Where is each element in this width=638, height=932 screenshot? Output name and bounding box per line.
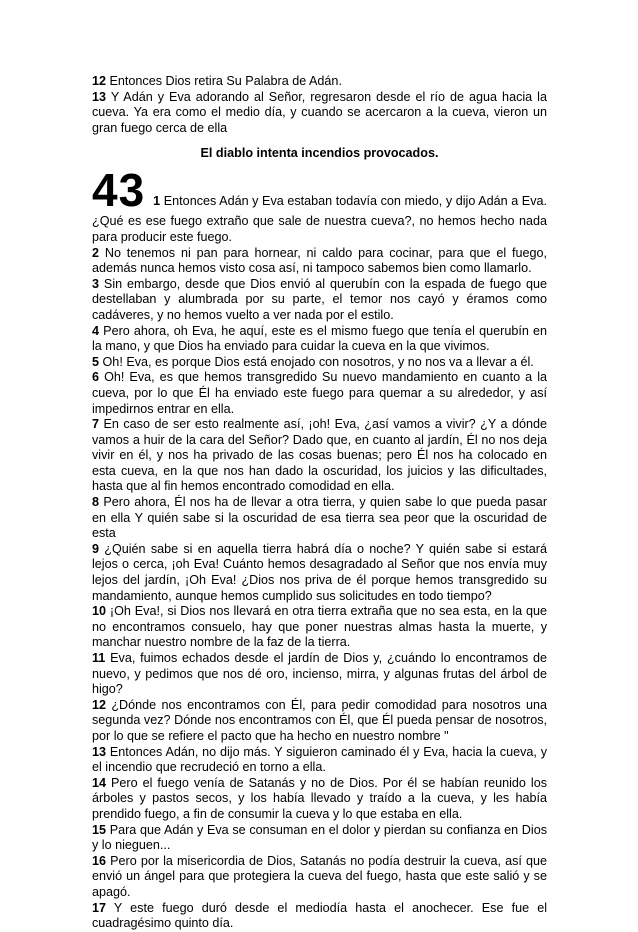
verse [92, 651, 547, 698]
verse-text: ¿Dónde nos encontramos con Él, para pedir comodidad para nosotros una segunda vez? Dónde nos encontramos con Él, que Él pueda pensar de nosotros, por lo que se refiere el pacto que ha hecho en nuestro nombre " [92, 697, 547, 743]
chapter-heading [92, 164, 548, 217]
verse-number: 15 [92, 822, 107, 837]
verse [92, 370, 547, 417]
verse-number: 12 [92, 74, 107, 88]
section-title: El diablo intenta incendios provocados. [200, 146, 439, 161]
verse [92, 823, 547, 854]
verse-text: Entonces Dios retira Su Palabra de Adán. [109, 74, 342, 88]
verse-text: ¿Quién sabe si en aquella tierra habrá día o noche? Y quién sabe si estará lejos o cerca, ¡oh Eva! Cuánto hemos desagradado al Señor que nos envía muy lejos del jardín, ¡Oh Eva! ¿Dios nos priva de él porque hemos transgredido su mandamiento, aunque hemos cumplido sus solicitudes en todo tiempo? [92, 541, 547, 603]
verse-text: En caso de ser esto realmente así, ¡oh! Eva, ¿así vamos a vivir? ¿Y a dónde vamos a huir de la cara del Señor? Dado que, en cuanto al jardín, Él no nos deja vivir en él, y nos ha privado de las cosas buenas; pero Él nos ha colocado en esta cueva, en la que nos han dado la oscuridad, los juicios y las dificultades, hasta que al fin hemos encontrado comodidad en ella. [92, 417, 547, 494]
verse-number: 5 [92, 354, 100, 369]
chapter-first-line [153, 194, 547, 211]
verse-text: Pero el fuego venía de Satanás y no de Dios. Por él se habían reunido los árboles y pastos secos, y los había llevado y traído a la cueva, y les había prendido fuego, a fin de consumir la cueva y lo que estaba en ella. [92, 775, 547, 821]
verse-number: 12 [92, 697, 107, 712]
verse [92, 854, 547, 901]
verse-number: 1 [153, 193, 161, 208]
verse-number: 9 [92, 541, 100, 556]
verse [92, 542, 547, 604]
verse [92, 604, 547, 651]
verse [92, 901, 547, 932]
verse [92, 246, 547, 277]
verse-text: Pero por la misericordia de Dios, Satanás no podía destruir la cueva, así que envió un ángel para que protegiera la cueva del fuego, hasta que este salió y se apagó. [92, 853, 548, 899]
verse-text: Sin embargo, desde que Dios envió al querubín con la espada de fuego que destellaban y alumbrada por su parte, el temor nos cayó y éramos como cadáveres, y no hemos vuelto a ver nada por el estilo. [92, 276, 548, 322]
verse [92, 277, 547, 324]
verse-number: 17 [92, 900, 107, 915]
verse-text: Entonces Adán y Eva estaban todavía con miedo, y dijo Adán a Eva. [163, 193, 548, 208]
verse-text: Y este fuego duró desde el mediodía hasta el anochecer. Ese fue el cuadragésimo quinto día. [92, 900, 548, 931]
verse-number: 2 [92, 245, 100, 260]
verse [92, 417, 547, 495]
verse-number: 16 [92, 853, 107, 868]
verse-number: 4 [92, 323, 100, 338]
verse-number: 7 [92, 417, 100, 432]
verse-number: 14 [92, 775, 107, 790]
verse-intro-13 [92, 90, 547, 137]
verse-intro-12 [92, 74, 547, 90]
document-page [92, 74, 547, 932]
verse [92, 776, 547, 823]
verse-text: Eva, fuimos echados desde el jardín de Dios y, ¿cuándo lo encontramos de nuevo, y pedimos que nos dé oro, incienso, mirra, y algunas frutas del árbol de higo? [92, 651, 547, 697]
chapter-number: 43 [92, 164, 146, 217]
verse [92, 324, 547, 355]
verse [92, 355, 547, 371]
verse-number: 11 [92, 651, 106, 665]
chapter-first-continuation: ¿Qué es ese fuego extraño que sale de nuestra cueva?, no hemos hecho nada para producir este fuego. [92, 214, 547, 244]
verse-number: 13 [92, 89, 107, 104]
verse-text: Oh! Eva, es porque Dios está enojado con nosotros, y no nos va a llevar a él. [102, 354, 534, 369]
verse-number: 6 [92, 370, 100, 385]
verse-text: Pero ahora, Él nos ha de llevar a otra tierra, y quien sabe lo que pueda pasar en ella Y quién sabe si la oscuridad de esa tierra sea peor que la oscuridad de esta [92, 495, 548, 541]
verse-number: 3 [92, 276, 100, 291]
verse [92, 698, 547, 745]
verse-number: 8 [92, 495, 100, 510]
verse [92, 495, 547, 542]
verse-text: ¡Oh Eva!, si Dios nos llevará en otra tierra extraña que no sea esta, en la que no encontramos consuelo, hay que poner nuestras almas hasta la muerte, y manchar nuestro nombre de la faz de la tierra. [92, 604, 547, 650]
verse-text: Para que Adán y Eva se consuman en el dolor y pierdan su confianza en Dios y lo nieguen... [92, 822, 547, 853]
verse-number: 13 [92, 744, 107, 759]
verse-text: Pero ahora, oh Eva, he aquí, este es el mismo fuego que tenía el querubín en la mano, y que Dios ha enviado para cuidar la cueva en la que vivimos. [92, 323, 548, 354]
verse-text: Y Adán y Eva adorando al Señor, regresaron desde el río de agua hacia la cueva. Ya era como el medio día, y cuando se acercaron a la cueva, vieron un gran fuego cerca de ella [92, 89, 547, 135]
verse-text: No tenemos ni pan para hornear, ni caldo para cocinar, para que el fuego, además nunca hemos visto cosa así, ni tampoco sabemos bien como llamarlo. [92, 245, 547, 276]
verse [92, 745, 547, 776]
verse-list [92, 246, 547, 932]
verse-text: Oh! Eva, es que hemos transgredido Su nuevo mandamiento en cuanto a la cueva, por lo que Él ha enviado este fuego para quemar a su alrededor, y así impedirnos entrar en ella. [92, 370, 547, 416]
verse-text: Entonces Adán, no dijo más. Y siguieron caminado él y Eva, hacia la cueva, y el incendio que recrudeció en torno a ella. [92, 744, 547, 775]
verse-number: 10 [92, 604, 107, 619]
